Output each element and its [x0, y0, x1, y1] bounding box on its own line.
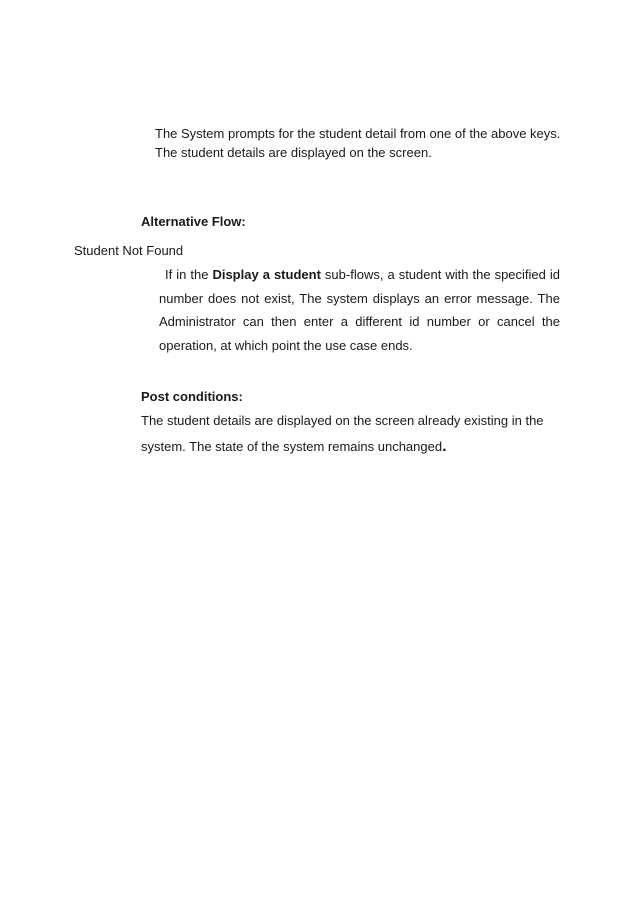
display-a-student-term: Display a student: [212, 267, 321, 282]
post-conditions-end-mark: .: [442, 438, 447, 455]
alt-flow-paragraph-line-3: Administrator can then enter a different id number or cancel the: [159, 314, 560, 329]
intro-line-2: The student details are displayed on the screen.: [155, 145, 432, 160]
alternative-flow-heading: Alternative Flow:: [141, 214, 246, 229]
post-conditions-heading: Post conditions:: [141, 389, 243, 404]
intro-line-1: The System prompts for the student detail from one of the above keys.: [155, 126, 561, 141]
student-not-found-subheading: Student Not Found: [74, 243, 184, 258]
alt-flow-paragraph-line-2: number does not exist, The system displays an error message. The: [159, 291, 560, 306]
post-conditions-line-1: The student details are displayed on the screen already existing in the: [141, 413, 544, 428]
alt-flow-prefix: If in the: [165, 267, 213, 282]
alt-flow-paragraph-line-1: [159, 267, 560, 283]
post-conditions-text: system. The state of the system remains unchanged: [141, 439, 443, 454]
post-conditions-line-2: [141, 439, 447, 455]
alt-flow-suffix: sub-flows, a student with the specified id: [320, 267, 561, 282]
alt-flow-paragraph-line-4: operation, at which point the use case ends.: [159, 338, 413, 353]
